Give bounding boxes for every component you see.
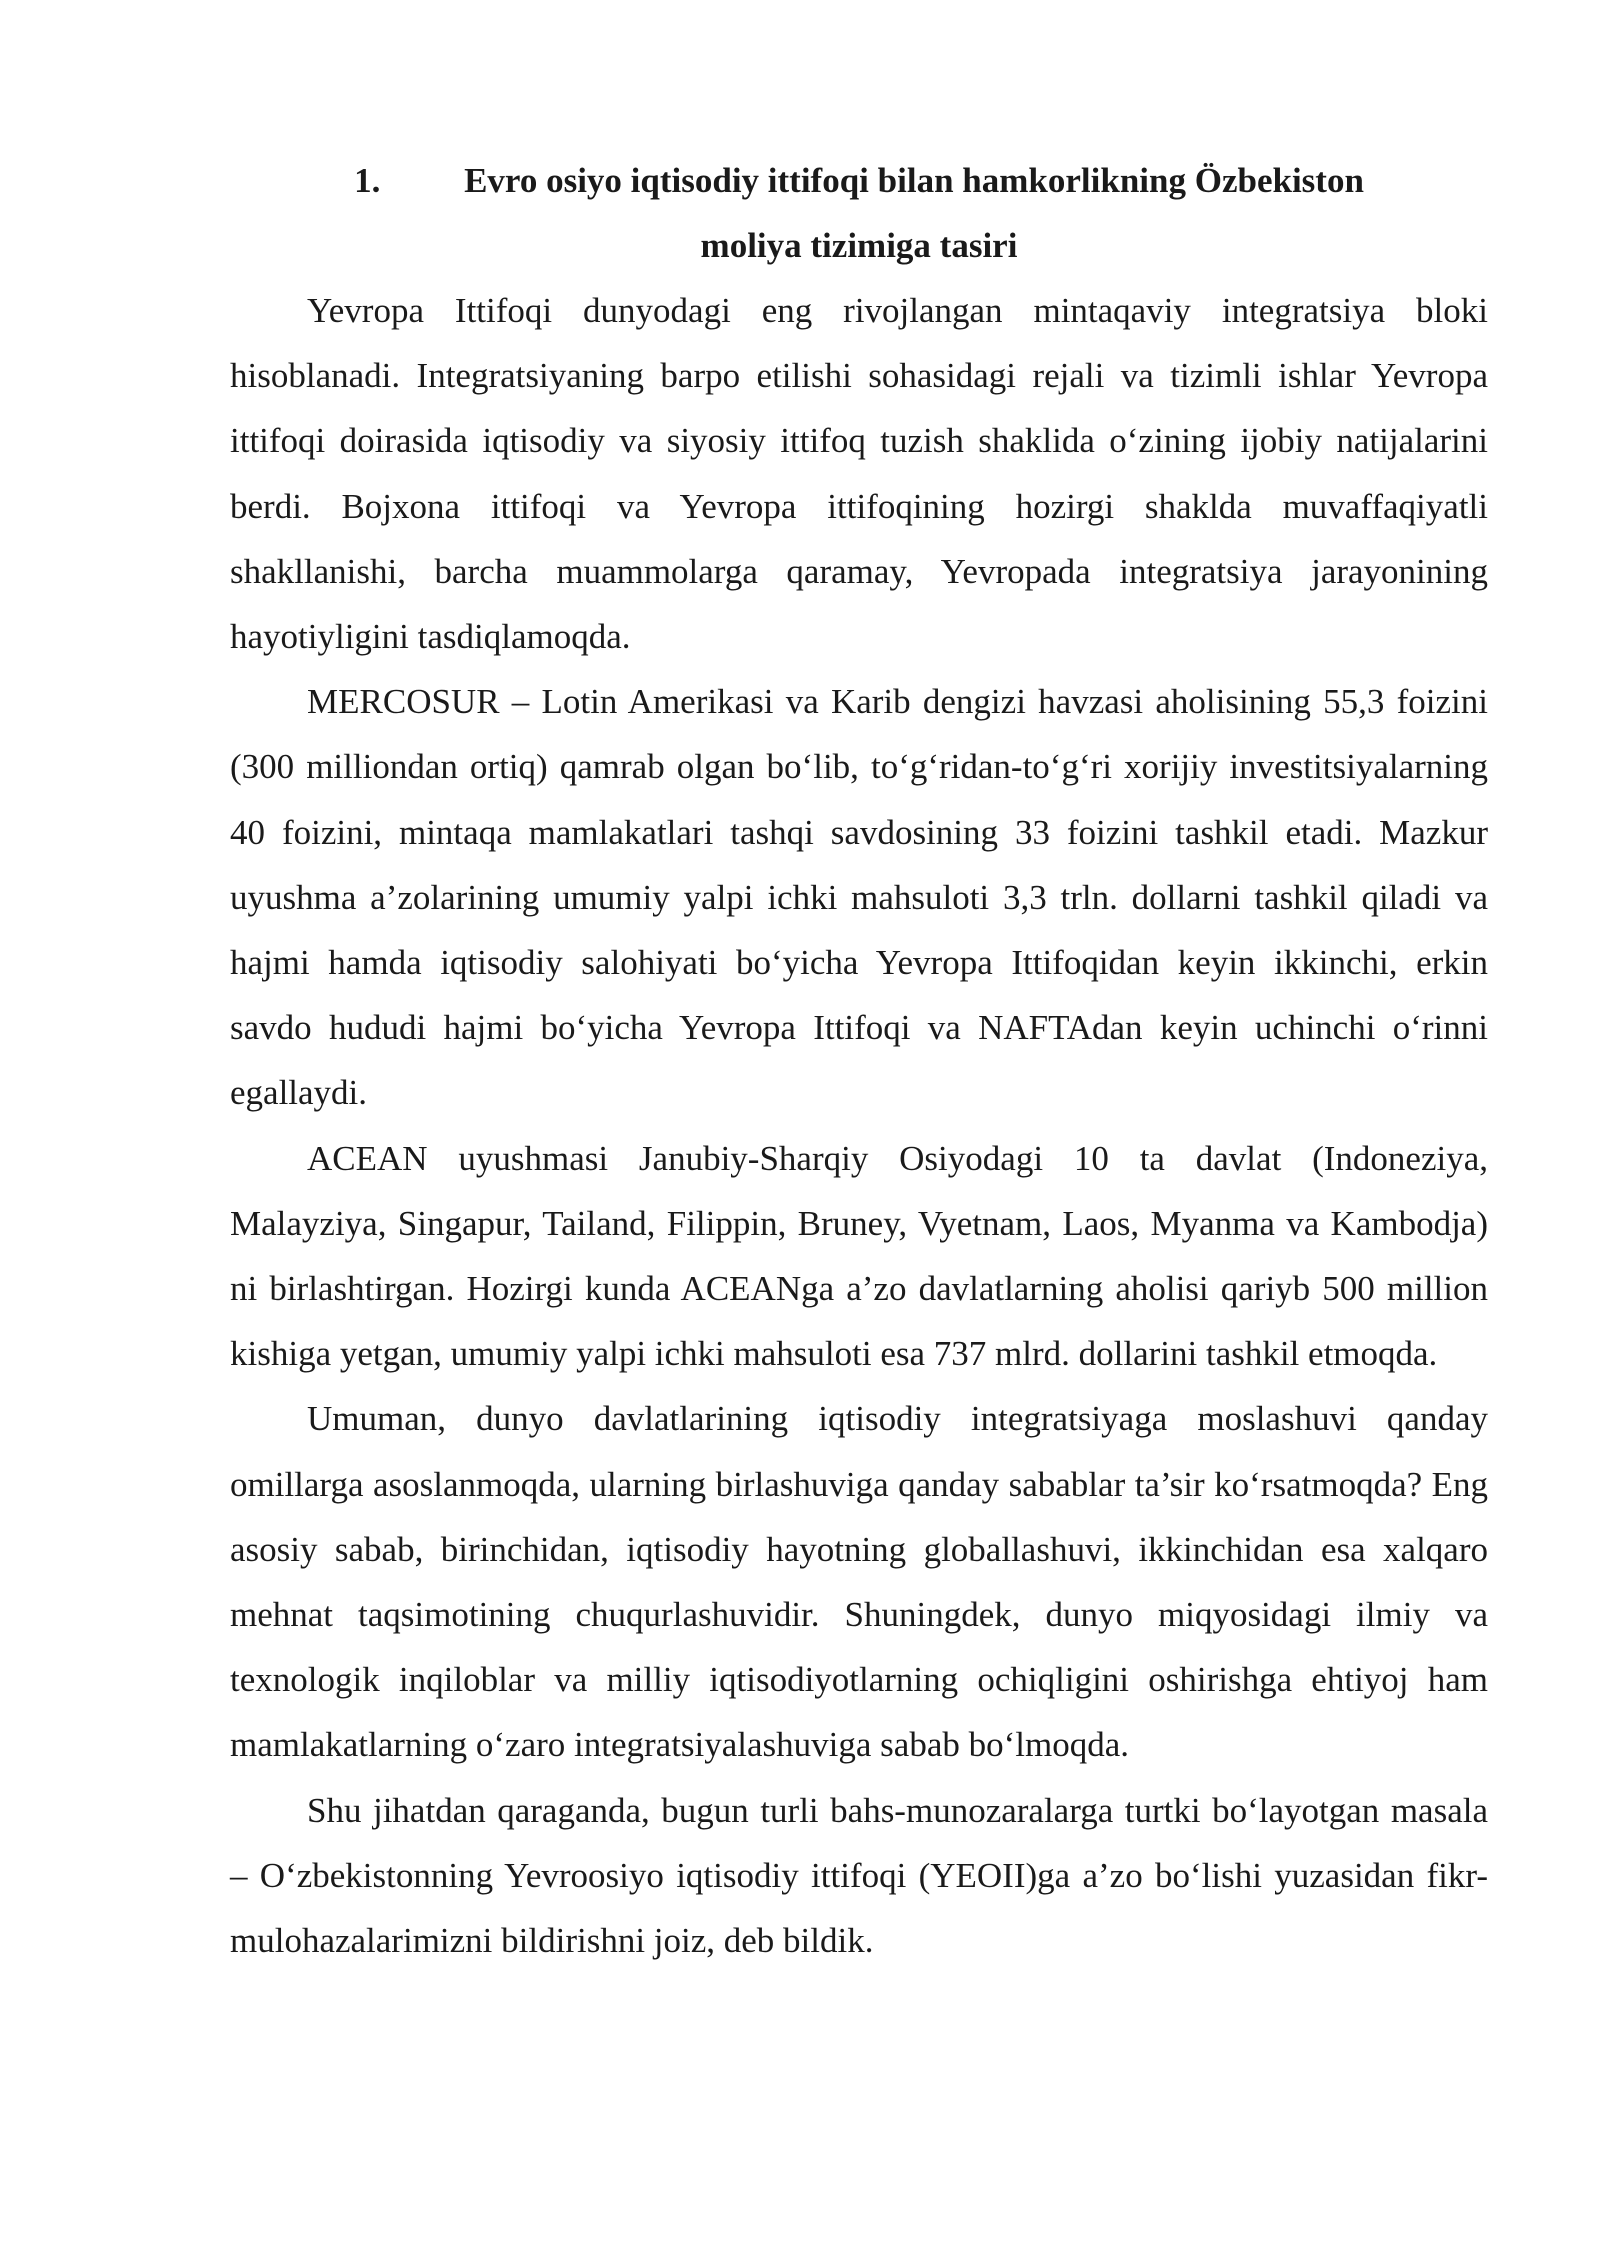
paragraph-integration-factors: Umuman, dunyo davlatlarining iqtisodiy integratsiyaga moslashuvi qanday omillarga asoslanmoqda, ularning birlashuviga qanday sabablar ta’sir ko‘rsatmoqda? Eng asosiy sabab, birinchidan, iqtisodiy hayotning globallashuvi, ikkinchidan esa xalqaro mehnat taqsimotining chuqurlashuvidir. Shuningdek, dunyo miqyosidagi ilmiy va texnologik inqiloblar va milliy iqtisodiyotlarning ochiqligini oshirishga ehtiyoj ham mamlakatlarning o‘zaro integratsiyalashuviga sabab bo‘lmoqda. [230,1399,1488,1765]
paragraph-uzbekistan-eaeu: Shu jihatdan qaraganda, bugun turli bahs-munozaralarga turtki bo‘layotgan masala – O‘zbekistonning Yevroosiyo iqtisodiy ittifoqi (YEOII)ga a’zo bo‘lishi yuzasidan fikr-mulohazalarimizni bildirishni joiz, deb bildik. [230,1790,1488,1961]
section-heading [230,148,1488,278]
paragraph-eu: Yevropa Ittifoqi dunyodagi eng rivojlangan mintaqaviy integratsiya bloki hisoblanadi. Integratsiyaning barpo etilishi sohasidagi rejali va tizimli ishlar Yevropa ittifoqi doirasida iqtisodiy va siyosiy ittifoq tuzish shaklida o‘zining ijobiy natijalarini berdi. Bojxona ittifoqi va Yevropa ittifoqining hozirgi shaklda muvaffaqiyatli shakllanishi, barcha muammolarga qaramay, Yevropada integratsiya jarayonining hayotiyligini tasdiqlamoqda. [230,291,1488,657]
heading-title-part-1: Evro osiyo iqtisodiy ittifoqi bilan hamkorlikning Özbekiston [464,161,1364,200]
paragraph-acean: ACEAN uyushmasi Janubiy-Sharqiy Osiyodagi 10 ta davlat (Indoneziya, Malayziya, Singapur, Tailand, Filippin, Bruney, Vyetnam, Laos, Myanma va Kambodja) ni birlashtirgan. Hozirgi kunda ACEANga a’zo davlatlarning aholisi qariyb 500 million kishiga yetgan, umumiy yalpi ichki mahsuloti esa 737 mlrd. dollarini tashkil etmoqda. [230,1138,1488,1374]
heading-number: 1. [354,161,381,200]
heading-title-part-2: moliya tizimiga tasiri [700,226,1018,265]
heading-line-1 [230,148,1488,213]
paragraph-mercosur: MERCOSUR – Lotin Amerikasi va Karib dengizi havzasi aholisining 55,3 foizini (300 milliondan ortiq) qamrab olgan bo‘lib, to‘g‘ridan-to‘g‘ri xorijiy investitsiyalarning 40 foizini, mintaqa mamlakatlari tashqi savdosining 33 foizini tashkil etadi. Mazkur uyushma a’zolarining umumiy yalpi ichki mahsuloti 3,3 trln. dollarni tashkil qiladi va hajmi hamda iqtisodiy salohiyati bo‘yicha Yevropa Ittifoqidan keyin ikkinchi, erkin savdo hududi hajmi bo‘yicha Yevropa Ittifoqi va NAFTAdan keyin uchinchi o‘rinni egallaydi. [230,682,1488,1113]
